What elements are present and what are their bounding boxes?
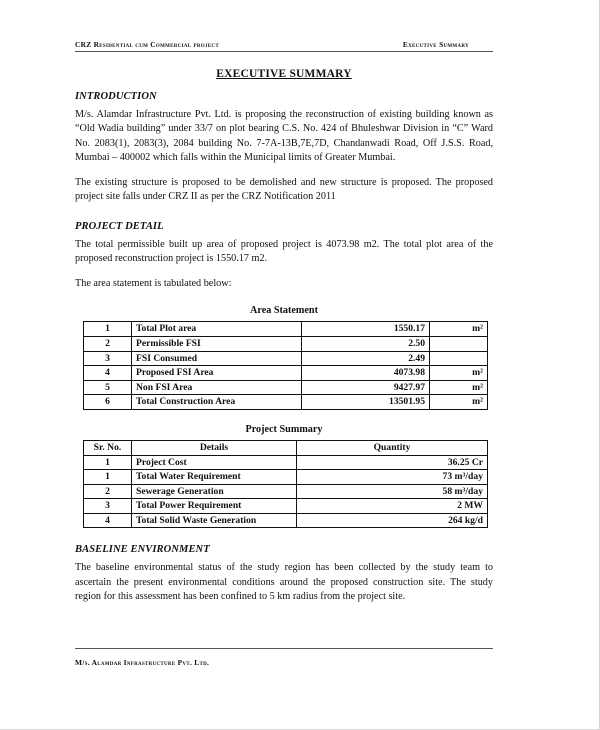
project-summary-body (84, 455, 488, 528)
table-row (84, 351, 488, 366)
area-statement-table (83, 321, 488, 410)
cell-details: Non FSI Area (132, 380, 302, 395)
running-header (75, 40, 493, 52)
cell-quantity: 58 m³/day (297, 484, 488, 499)
cell-details: Permissible FSI (132, 336, 302, 351)
cell-quantity: 1550.17 (302, 322, 430, 337)
cell-quantity: 2.49 (302, 351, 430, 366)
table-header-row (84, 440, 488, 455)
cell-unit: m² (430, 322, 488, 337)
project-detail-paragraph-1: The total permissible built up area of proposed project is 4073.98 m2. The total plot area of the proposed reconstruction project is 1550.17 m2. (75, 238, 493, 265)
column-header-sr: Sr. No. (84, 440, 132, 455)
project-summary-head (84, 440, 488, 455)
project-summary-caption: Project Summary (245, 423, 323, 435)
cell-details: Total Plot area (132, 322, 302, 337)
cell-quantity: 4073.98 (302, 366, 430, 381)
cell-sr: 6 (84, 395, 132, 410)
table-row (84, 499, 488, 514)
header-left-text: CRZ Residential cum Commercial project (75, 40, 219, 49)
cell-sr: 3 (84, 351, 132, 366)
table-row (84, 366, 488, 381)
cell-details: Total Construction Area (132, 395, 302, 410)
table-row (84, 513, 488, 528)
page-title: EXECUTIVE SUMMARY (216, 68, 352, 80)
page-content (75, 40, 493, 605)
project-summary-table (83, 440, 488, 529)
column-header-quantity: Quantity (297, 440, 488, 455)
cell-unit: m² (430, 395, 488, 410)
cell-sr: 2 (84, 484, 132, 499)
cell-details: Proposed FSI Area (132, 366, 302, 381)
cell-details: Total Solid Waste Generation (132, 513, 297, 528)
cell-details: Project Cost (132, 455, 297, 470)
project-detail-paragraph-2: The area statement is tabulated below: (75, 277, 232, 289)
cell-details: FSI Consumed (132, 351, 302, 366)
cell-sr: 4 (84, 366, 132, 381)
cell-sr: 5 (84, 380, 132, 395)
area-statement-body (84, 322, 488, 410)
cell-sr: 1 (84, 470, 132, 485)
cell-details: Total Water Requirement (132, 470, 297, 485)
table-row (84, 380, 488, 395)
project-summary-block (75, 424, 493, 529)
cell-sr: 4 (84, 513, 132, 528)
cell-unit (430, 336, 488, 351)
section-heading-introduction: INTRODUCTION (75, 91, 157, 102)
cell-unit: m² (430, 366, 488, 381)
cell-unit: m² (430, 380, 488, 395)
introduction-paragraph-1: M/s. Alamdar Infrastructure Pvt. Ltd. is proposing the reconstruction of existing building known as “Old Wadia building” under 33/7 on plot bearing C.S. No. 424 of Bhuleshwar Division in “C” Ward No. 2083(1), 2083(3), 2084 building No. 7-7A-13B,7E,7D, Chandanwadi Road, Off J.S.S. Road, Mumbai – 400002 which falls within the Municipal limits of Greater Mumbai. (75, 109, 493, 164)
column-header-details: Details (132, 440, 297, 455)
table-row (84, 322, 488, 337)
table-row (84, 455, 488, 470)
cell-sr: 1 (84, 455, 132, 470)
header-right-text: Executive Summary (402, 40, 469, 49)
cell-quantity: 9427.97 (302, 380, 430, 395)
introduction-paragraph-2: The existing structure is proposed to be demolished and new structure is proposed. The proposed project site falls under CRZ II as per the CRZ Notification 2011 (75, 176, 493, 203)
cell-quantity: 2 MW (297, 499, 488, 514)
table-row (84, 470, 488, 485)
cell-quantity: 13501.95 (302, 395, 430, 410)
area-statement-block (75, 305, 493, 410)
table-row (84, 336, 488, 351)
cell-quantity: 2.50 (302, 336, 430, 351)
running-footer (75, 648, 493, 670)
baseline-environment-paragraph-1: The baseline environmental status of the study region has been collected by the study team to ascertain the present environmental conditions around the proposed construction site. The study region for this assessment has been confined to 5 km radius from the project site. (75, 562, 493, 603)
section-heading-baseline-environment: BASELINE ENVIRONMENT (75, 544, 210, 556)
cell-details: Total Power Requirement (132, 499, 297, 514)
table-row (84, 395, 488, 410)
cell-quantity: 73 m³/day (297, 470, 488, 485)
cell-sr: 2 (84, 336, 132, 351)
cell-details: Sewerage Generation (132, 484, 297, 499)
cell-quantity: 36.25 Cr (297, 455, 488, 470)
area-statement-caption: Area Statement (250, 305, 318, 317)
table-row (84, 484, 488, 499)
cell-sr: 1 (84, 322, 132, 337)
cell-quantity: 264 kg/d (297, 513, 488, 528)
cell-sr: 3 (84, 499, 132, 514)
footer-text: M/s. Alamdar Infrastructure Pvt. Ltd. (75, 658, 210, 667)
cell-unit (430, 351, 488, 366)
section-heading-project-detail: PROJECT DETAIL (75, 220, 164, 232)
